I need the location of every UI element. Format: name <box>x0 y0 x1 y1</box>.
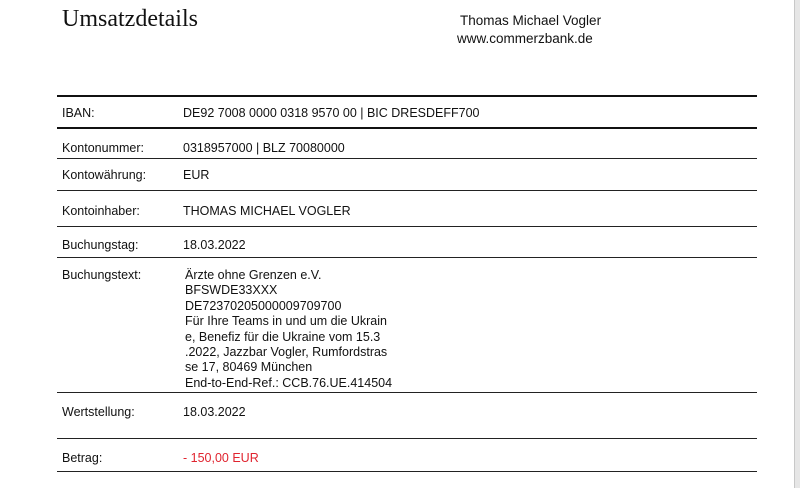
buchungstext-line: se 17, 80469 München <box>185 360 313 375</box>
row-kontoinhaber <box>57 191 757 227</box>
wertstellung-label: Wertstellung: <box>62 405 135 419</box>
kontoinhaber-label: Kontoinhaber: <box>62 204 140 218</box>
buchungstext-line: Ärzte ohne Grenzen e.V. <box>185 268 322 282</box>
row-kontonummer <box>57 129 757 159</box>
row-wertstellung <box>57 393 757 439</box>
account-owner-name: Thomas Michael Vogler <box>460 13 602 28</box>
kontonummer-value: 0318957000 | BLZ 70080000 <box>183 141 345 155</box>
bank-website: www.commerzbank.de <box>457 31 593 46</box>
buchungstext-value <box>185 268 392 391</box>
iban-label: IBAN: <box>62 106 95 120</box>
row-buchungstag <box>57 227 757 258</box>
window-edge <box>794 0 800 488</box>
buchungstag-value: 18.03.2022 <box>183 238 246 252</box>
kontonummer-label: Kontonummer: <box>62 141 144 155</box>
row-buchungstext <box>57 258 757 393</box>
buchungstag-label: Buchungstag: <box>62 238 139 252</box>
buchungstext-label: Buchungstext: <box>62 268 142 282</box>
buchungstext-line: Für Ihre Teams in und um die Ukrain <box>185 314 387 329</box>
buchungstext-line: .2022, Jazzbar Vogler, Rumfordstras <box>185 345 388 360</box>
betrag-label: Betrag: <box>62 451 103 465</box>
buchungstext-line: BFSWDE33XXX <box>185 283 278 298</box>
iban-value: DE92 7008 0000 0318 9570 00 | BIC DRESDEFF700 <box>183 106 480 120</box>
wertstellung-value: 18.03.2022 <box>183 405 246 419</box>
row-betrag <box>57 439 757 472</box>
kontowaehrung-value: EUR <box>183 168 210 182</box>
row-kontowaehrung <box>57 159 757 191</box>
betrag-value: - 150,00 EUR <box>183 451 259 465</box>
buchungstext-line: e, Benefiz für die Ukraine vom 15.3 <box>185 329 381 344</box>
row-iban <box>57 95 757 129</box>
kontowaehrung-label: Kontowährung: <box>62 168 147 182</box>
buchungstext-line: End-to-End-Ref.: CCB.76.UE.414504 <box>185 375 393 390</box>
page-title: Umsatzdetails <box>62 6 198 32</box>
buchungstext-line: DE72370205000009709700 <box>185 298 342 313</box>
header-info <box>457 12 601 48</box>
transaction-details-table <box>57 95 757 472</box>
kontoinhaber-value: THOMAS MICHAEL VOGLER <box>183 204 351 218</box>
